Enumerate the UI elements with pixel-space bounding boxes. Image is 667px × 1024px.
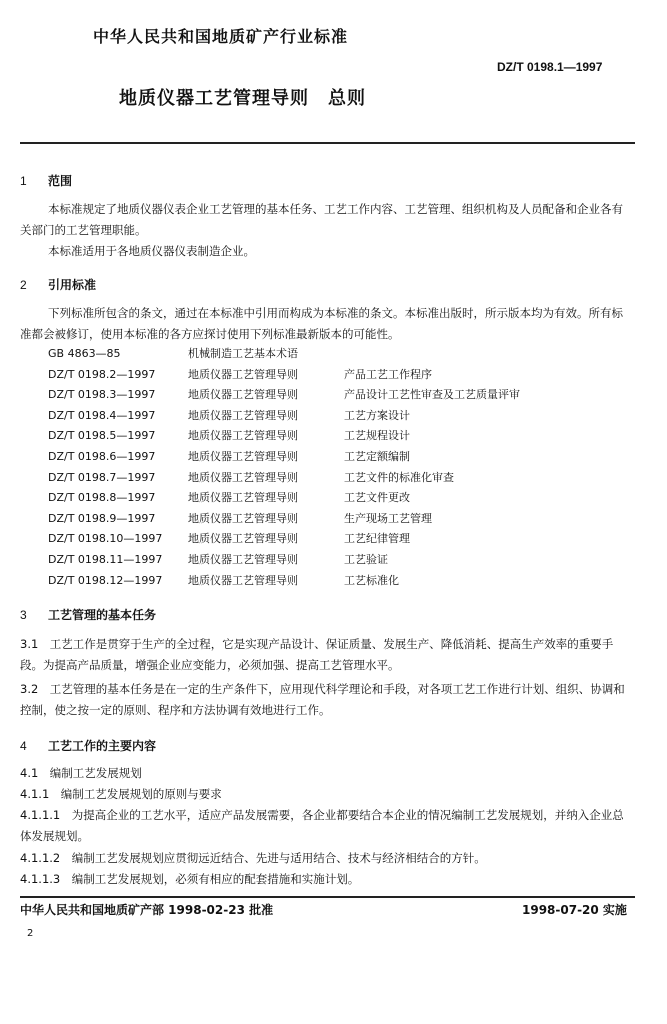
clause-3-1: 3.1 工艺工作是贯穿于生产的全过程，它是实现产品设计、保证质量、发展生产、降低消耗、提高生产效率的重要手段。为提高产品质量，增强企业应变能力，必须加强、提高工艺管理水平。 (20, 637, 614, 672)
reference-code: DZ/T 0198.7—1997 (48, 470, 156, 484)
section-title: 范围 (48, 174, 73, 188)
reference-code: GB 4863—85 (48, 347, 121, 360)
clause-3-2: 3.2 工艺管理的基本任务是在一定的生产条件下，应用现代科学理论和手段，对各项工艺工作进行计划、组织、协调和控制，使之按一定的原则、程序和方法协调有效地进行工作。 (20, 682, 625, 717)
reference-title: 地质仪器工艺管理导则 (188, 511, 298, 525)
reference-item (48, 550, 520, 571)
reference-title: 地质仪器工艺管理导则 (188, 573, 298, 587)
section-number: 4 (20, 739, 27, 753)
reference-title: 地质仪器工艺管理导则 (188, 388, 298, 402)
reference-subtitle: 工艺纪律管理 (344, 532, 410, 546)
reference-code: DZ/T 0198.8—1997 (48, 491, 156, 505)
reference-title: 机械制造工艺基本术语 (188, 347, 298, 360)
reference-code: DZ/T 0198.11—1997 (48, 552, 163, 566)
reference-title: 地质仪器工艺管理导则 (188, 532, 298, 546)
reference-code: DZ/T 0198.9—1997 (48, 511, 156, 525)
reference-item (48, 468, 520, 489)
reference-item (48, 426, 520, 447)
section-number: 2 (20, 278, 27, 292)
reference-code: DZ/T 0198.3—1997 (48, 388, 156, 402)
page-number: 2 (27, 928, 34, 939)
reference-title: 地质仪器工艺管理导则 (188, 408, 298, 422)
section-3-heading (20, 606, 156, 623)
reference-code: DZ/T 0198.5—1997 (48, 429, 156, 443)
clause-4-1-1-3: 4.1.1.3 编制工艺发展规划，必须有相应的配套措施和实施计划。 (20, 872, 360, 886)
reference-code: DZ/T 0198.2—1997 (48, 367, 156, 381)
reference-subtitle: 工艺规程设计 (344, 429, 410, 443)
issuing-authority: 中华人民共和国地质矿产行业标准 (93, 27, 349, 46)
standard-code: DZ/T 0198.1—1997 (497, 60, 603, 74)
header-divider (20, 142, 635, 144)
section-1-heading (20, 172, 72, 189)
section-number: 1 (20, 174, 27, 188)
section-title: 工艺管理的基本任务 (48, 608, 157, 622)
clause-4-1-1: 4.1.1 编制工艺发展规划的原则与要求 (20, 787, 222, 801)
reference-subtitle: 产品设计工艺性审查及工艺质量评审 (344, 388, 520, 402)
reference-title: 地质仪器工艺管理导则 (188, 367, 298, 381)
section-number: 3 (20, 608, 27, 622)
reference-title: 地质仪器工艺管理导则 (188, 470, 298, 484)
reference-subtitle: 产品工艺工作程序 (344, 367, 432, 381)
reference-title: 地质仪器工艺管理导则 (188, 552, 298, 566)
reference-subtitle: 工艺验证 (344, 552, 388, 566)
clause-4-1: 4.1 编制工艺发展规划 (20, 766, 142, 780)
section-1-paragraph-2: 本标准适用于各地质仪器仪表制造企业。 (48, 244, 255, 258)
reference-item (48, 344, 520, 365)
reference-code: DZ/T 0198.6—1997 (48, 449, 156, 463)
reference-item (48, 571, 520, 592)
reference-item (48, 385, 520, 406)
reference-subtitle: 工艺文件的标准化审查 (344, 470, 454, 484)
section-1-paragraph-1: 本标准规定了地质仪器仪表企业工艺管理的基本任务、工艺工作内容、工艺管理、组织机构及人员配备和企业各有关部门的工艺管理职能。 (20, 202, 623, 237)
section-title: 引用标准 (48, 278, 97, 292)
reference-item (48, 406, 520, 427)
approval-statement: 中华人民共和国地质矿产部 1998-02-23 批准 (20, 903, 274, 917)
reference-title: 地质仪器工艺管理导则 (188, 491, 298, 505)
reference-subtitle: 生产现场工艺管理 (344, 511, 432, 525)
referenced-standards-list (48, 344, 520, 591)
reference-item (48, 529, 520, 550)
reference-code: DZ/T 0198.12—1997 (48, 573, 163, 587)
reference-title: 地质仪器工艺管理导则 (188, 429, 298, 443)
reference-item (48, 447, 520, 468)
clause-4-1-1-1: 4.1.1.1 为提高企业的工艺水平，适应产品发展需要，各企业都要结合本企业的情况编制工艺发展规划，并纳入企业总体发展规划。 (20, 808, 624, 843)
document-title: 地质仪器工艺管理导则 总则 (119, 88, 366, 109)
section-4-heading (20, 737, 156, 754)
reference-title: 地质仪器工艺管理导则 (188, 449, 298, 463)
reference-subtitle: 工艺标准化 (344, 573, 399, 587)
section-2-paragraph-1: 下列标准所包含的条文，通过在本标准中引用而构成为本标准的条文。本标准出版时，所示版本均为有效。所有标准都会被修订，使用本标准的各方应探讨使用下列标准最新版本的可能性。 (20, 306, 623, 341)
reference-code: DZ/T 0198.10—1997 (48, 532, 163, 546)
reference-subtitle: 工艺方案设计 (344, 408, 410, 422)
section-title: 工艺工作的主要内容 (48, 739, 157, 753)
reference-item (48, 365, 520, 386)
reference-item (48, 509, 520, 530)
implementation-date: 1998-07-20 实施 (522, 903, 627, 917)
section-2-heading (20, 276, 96, 293)
reference-item (48, 488, 520, 509)
reference-code: DZ/T 0198.4—1997 (48, 408, 156, 422)
reference-subtitle: 工艺定额编制 (344, 449, 410, 463)
reference-subtitle: 工艺文件更改 (344, 491, 410, 505)
clause-4-1-1-2: 4.1.1.2 编制工艺发展规划应贯彻远近结合、先进与适用结合、技术与经济相结合的方针。 (20, 851, 486, 865)
footer-divider (20, 896, 635, 898)
